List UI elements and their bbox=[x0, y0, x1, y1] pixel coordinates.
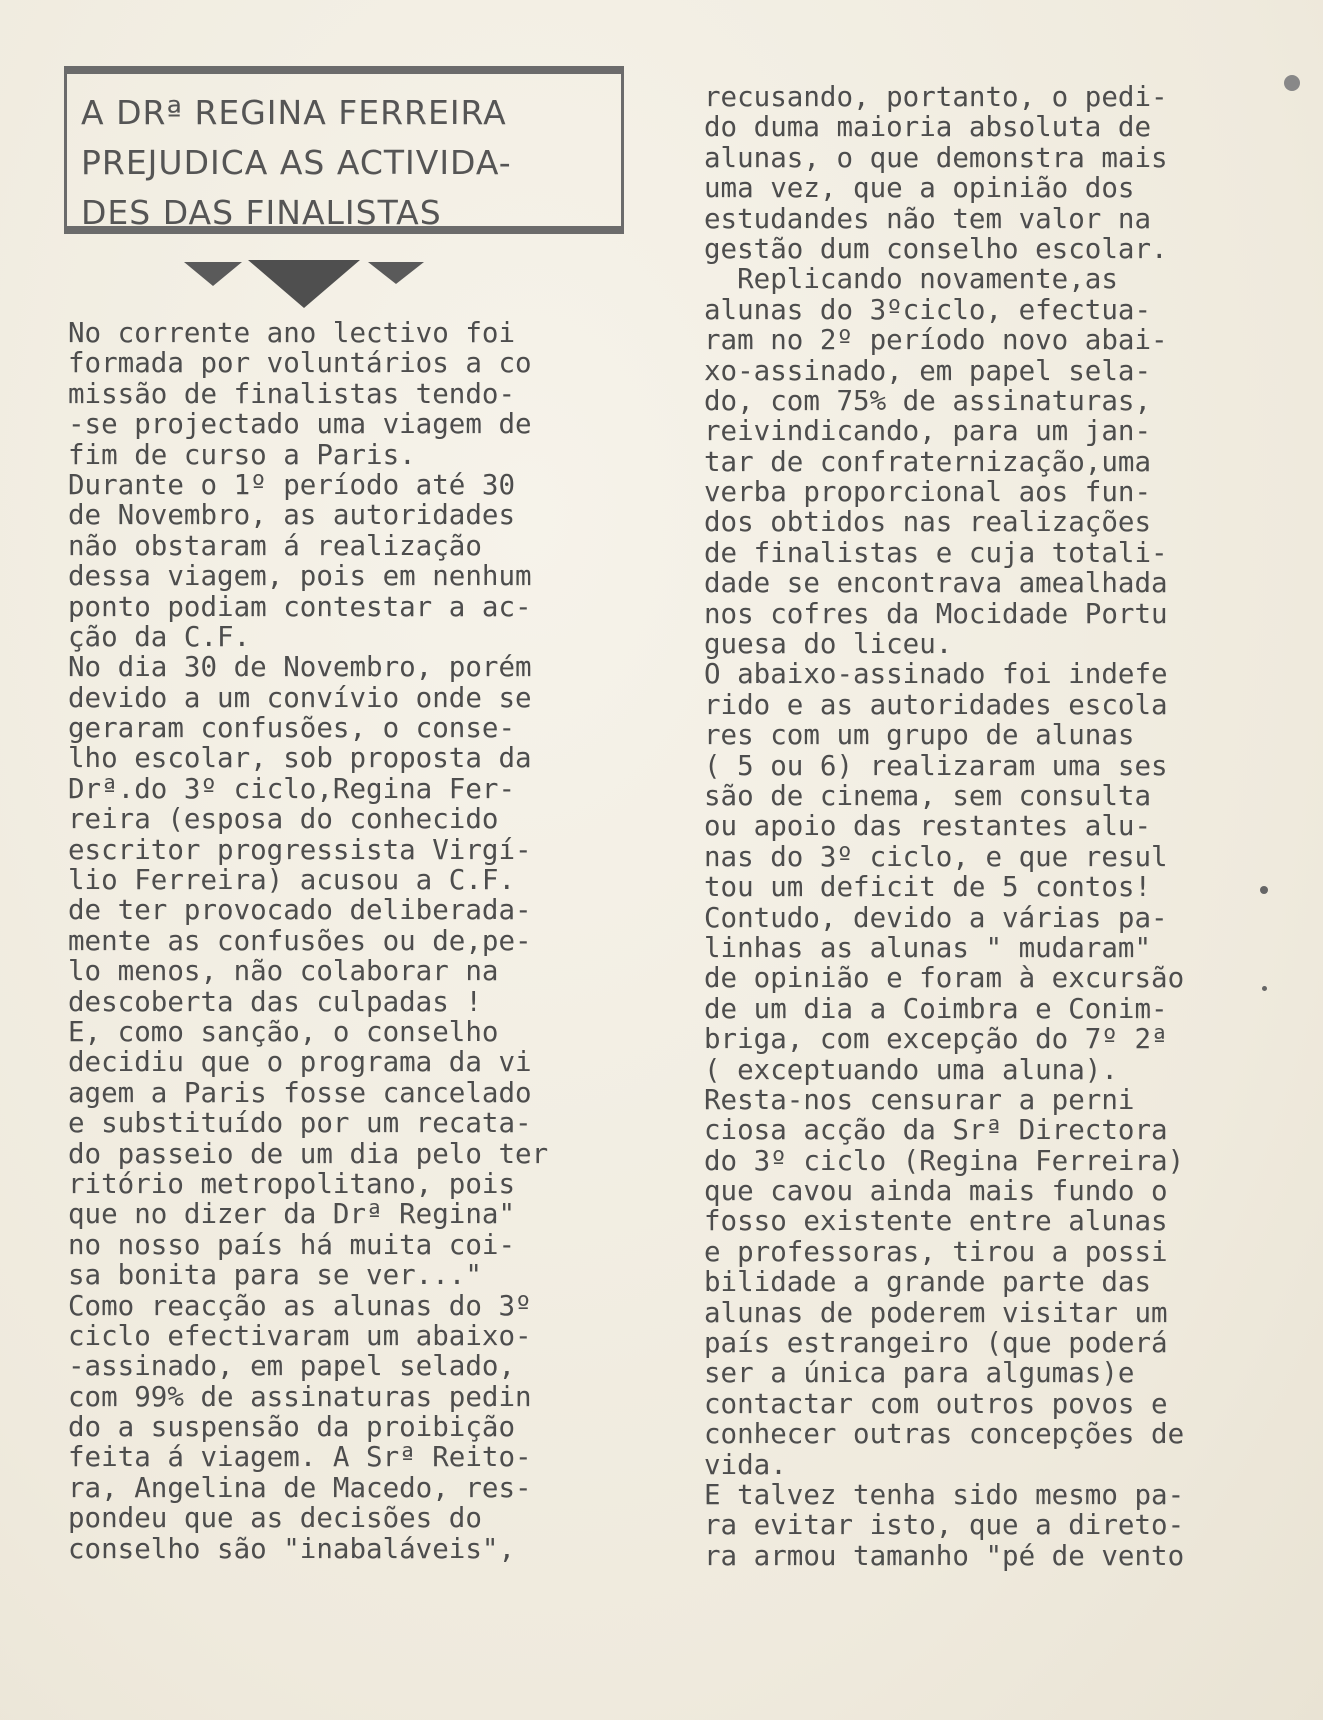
text-line: feita á viagem. A Srª Reito- bbox=[68, 1441, 532, 1474]
text-line: mente as confusões ou de,pe- bbox=[68, 924, 532, 957]
left-column bbox=[68, 318, 548, 1564]
text-line: de um dia a Coimbra e Conim- bbox=[704, 992, 1168, 1025]
text-line: conselho são "inabaláveis", bbox=[68, 1532, 516, 1565]
text-line: decidiu que o programa da vi bbox=[68, 1046, 532, 1079]
headline-line: DES DAS FINALISTAS bbox=[81, 193, 442, 232]
text-line: ram no 2º período novo abai- bbox=[704, 324, 1168, 357]
text-line: Replicando novamente,as bbox=[704, 263, 1118, 296]
text-line: ( exceptuando uma aluna). bbox=[704, 1053, 1118, 1086]
text-line: devido a um convívio onde se bbox=[68, 681, 532, 714]
text-line: dade se encontrava amealhada bbox=[704, 567, 1168, 600]
text-line: de opinião e foram à excursão bbox=[704, 962, 1185, 995]
text-line: ciosa acção da Srª Directora bbox=[704, 1114, 1168, 1147]
text-line: dos obtidos nas realizações bbox=[704, 506, 1152, 539]
text-line: nos cofres da Mocidade Portu bbox=[704, 597, 1168, 630]
headline-box bbox=[64, 66, 624, 234]
text-line: ser a única para algumas)e bbox=[704, 1357, 1135, 1390]
text-line: sa bonita para se ver..." bbox=[68, 1259, 482, 1292]
text-line: E, como sanção, o conselho bbox=[68, 1015, 499, 1048]
text-line: briga, com excepção do 7º 2ª bbox=[704, 1023, 1168, 1056]
text-line: -assinado, em papel selado, bbox=[68, 1350, 516, 1383]
text-line: vida. bbox=[704, 1448, 787, 1481]
text-line: guesa do liceu. bbox=[704, 628, 953, 661]
text-line: verba proporcional aos fun- bbox=[704, 476, 1152, 509]
text-line: tou um deficit de 5 contos! bbox=[704, 871, 1152, 904]
stain-dot bbox=[1260, 886, 1268, 894]
text-line: ra, Angelina de Macedo, res- bbox=[68, 1471, 532, 1504]
text-line: agem a Paris fosse cancelado bbox=[68, 1076, 532, 1109]
text-line: não obstaram á realização bbox=[68, 529, 482, 562]
text-line: conhecer outras concepções de bbox=[704, 1418, 1185, 1451]
text-line: dessa viagem, pois em nenhum bbox=[68, 560, 532, 593]
text-line: ra armou tamanho "pé de vento bbox=[704, 1539, 1185, 1572]
text-line: Durante o 1º período até 30 bbox=[68, 468, 516, 501]
text-line: de ter provocado deliberada- bbox=[68, 894, 532, 927]
text-line: de Novembro, as autoridades bbox=[68, 499, 516, 532]
text-line: alunas do 3ºciclo, efectua- bbox=[704, 293, 1152, 326]
text-line: ciclo efectivaram um abaixo- bbox=[68, 1319, 532, 1352]
stain-dot bbox=[1262, 986, 1267, 991]
text-line: ra evitar isto, que a direto- bbox=[704, 1509, 1185, 1542]
text-line: tar de confraternização,uma bbox=[704, 445, 1152, 478]
text-line: nas do 3º ciclo, e que resul bbox=[704, 840, 1168, 873]
stain-mark-icon bbox=[1281, 72, 1303, 94]
text-line: escritor progressista Virgí- bbox=[68, 833, 532, 866]
text-line: rido e as autoridades escola bbox=[704, 688, 1168, 721]
text-line: bilidade a grande parte das bbox=[704, 1266, 1152, 1299]
text-line: ou apoio das restantes alu- bbox=[704, 810, 1152, 843]
right-column bbox=[704, 82, 1184, 1571]
text-line: Contudo, devido a várias pa- bbox=[704, 901, 1168, 934]
text-line: geraram confusões, o conse- bbox=[68, 712, 516, 745]
text-line: e substituído por um recata- bbox=[68, 1107, 532, 1140]
text-line: do, com 75% de assinaturas, bbox=[704, 384, 1152, 417]
text-line: alunas, o que demonstra mais bbox=[704, 141, 1168, 174]
text-line: no nosso país há muita coi- bbox=[68, 1228, 516, 1261]
text-line: xo-assinado, em papel sela- bbox=[704, 354, 1152, 387]
text-line: pondeu que as decisões do bbox=[68, 1502, 482, 1535]
text-line: ritório metropolitano, pois bbox=[68, 1167, 516, 1200]
text-line: Drª.do 3º ciclo,Regina Fer- bbox=[68, 772, 516, 805]
text-line: com 99% de assinaturas pedin bbox=[68, 1380, 532, 1413]
text-line: fosso existente entre alunas bbox=[704, 1205, 1168, 1238]
text-line: do passeio de um dia pelo ter bbox=[68, 1137, 549, 1170]
text-line: descoberta das culpadas ! bbox=[68, 985, 482, 1018]
text-line: Resta-nos censurar a perni bbox=[704, 1083, 1135, 1116]
text-line: contactar com outros povos e bbox=[704, 1387, 1168, 1420]
text-line: que no dizer da Drª Regina" bbox=[68, 1198, 516, 1231]
text-line: reira (esposa do conhecido bbox=[68, 803, 499, 836]
text-line: lio Ferreira) acusou a C.F. bbox=[68, 864, 516, 897]
text-line: recusando, portanto, o pedi- bbox=[704, 81, 1168, 113]
text-line: estudandes não tem valor na bbox=[704, 202, 1152, 235]
headline-line: PREJUDICA AS ACTIVIDA- bbox=[81, 143, 512, 182]
text-line: de finalistas e cuja totali- bbox=[704, 536, 1168, 569]
text-line: No corrente ano lectivo foi bbox=[68, 317, 516, 349]
text-line: e professoras, tirou a possi bbox=[704, 1235, 1168, 1268]
text-line: que cavou ainda mais fundo o bbox=[704, 1175, 1168, 1208]
text-line: No dia 30 de Novembro, porém bbox=[68, 651, 532, 684]
text-line: são de cinema, sem consulta bbox=[704, 779, 1152, 812]
text-line: gestão dum conselho escolar. bbox=[704, 232, 1168, 265]
text-line: E talvez tenha sido mesmo pa- bbox=[704, 1478, 1185, 1511]
text-line: res com um grupo de alunas bbox=[704, 719, 1135, 752]
text-line: ponto podiam contestar a ac- bbox=[68, 590, 532, 623]
text-line: país estrangeiro (que poderá bbox=[704, 1327, 1168, 1360]
text-line: do duma maioria absoluta de bbox=[704, 111, 1152, 144]
headline bbox=[81, 88, 611, 238]
text-line: reivindicando, para um jan- bbox=[704, 415, 1152, 448]
text-line: Como reacção as alunas do 3º bbox=[68, 1289, 532, 1322]
text-line: ( 5 ou 6) realizaram uma ses bbox=[704, 749, 1168, 782]
text-line: formada por voluntários a co bbox=[68, 347, 532, 380]
text-line: missão de finalistas tendo- bbox=[68, 377, 516, 410]
text-line: alunas de poderem visitar um bbox=[704, 1296, 1168, 1329]
text-line: linhas as alunas " mudaram" bbox=[704, 931, 1152, 964]
text-line: -se projectado uma viagem de bbox=[68, 408, 532, 441]
text-line: lo menos, não colaborar na bbox=[68, 955, 499, 988]
text-line: ção da C.F. bbox=[68, 620, 251, 653]
headline-line: A DRª REGINA FERREIRA bbox=[81, 93, 507, 132]
down-arrows-icon bbox=[184, 256, 444, 312]
text-line: uma vez, que a opinião dos bbox=[704, 172, 1135, 205]
text-line: do a suspensão da proibição bbox=[68, 1411, 516, 1444]
text-line: do 3º ciclo (Regina Ferreira) bbox=[704, 1144, 1185, 1177]
text-line: O abaixo-assinado foi indefe bbox=[704, 658, 1168, 691]
text-line: fim de curso a Paris. bbox=[68, 438, 416, 471]
text-line: lho escolar, sob proposta da bbox=[68, 742, 532, 775]
